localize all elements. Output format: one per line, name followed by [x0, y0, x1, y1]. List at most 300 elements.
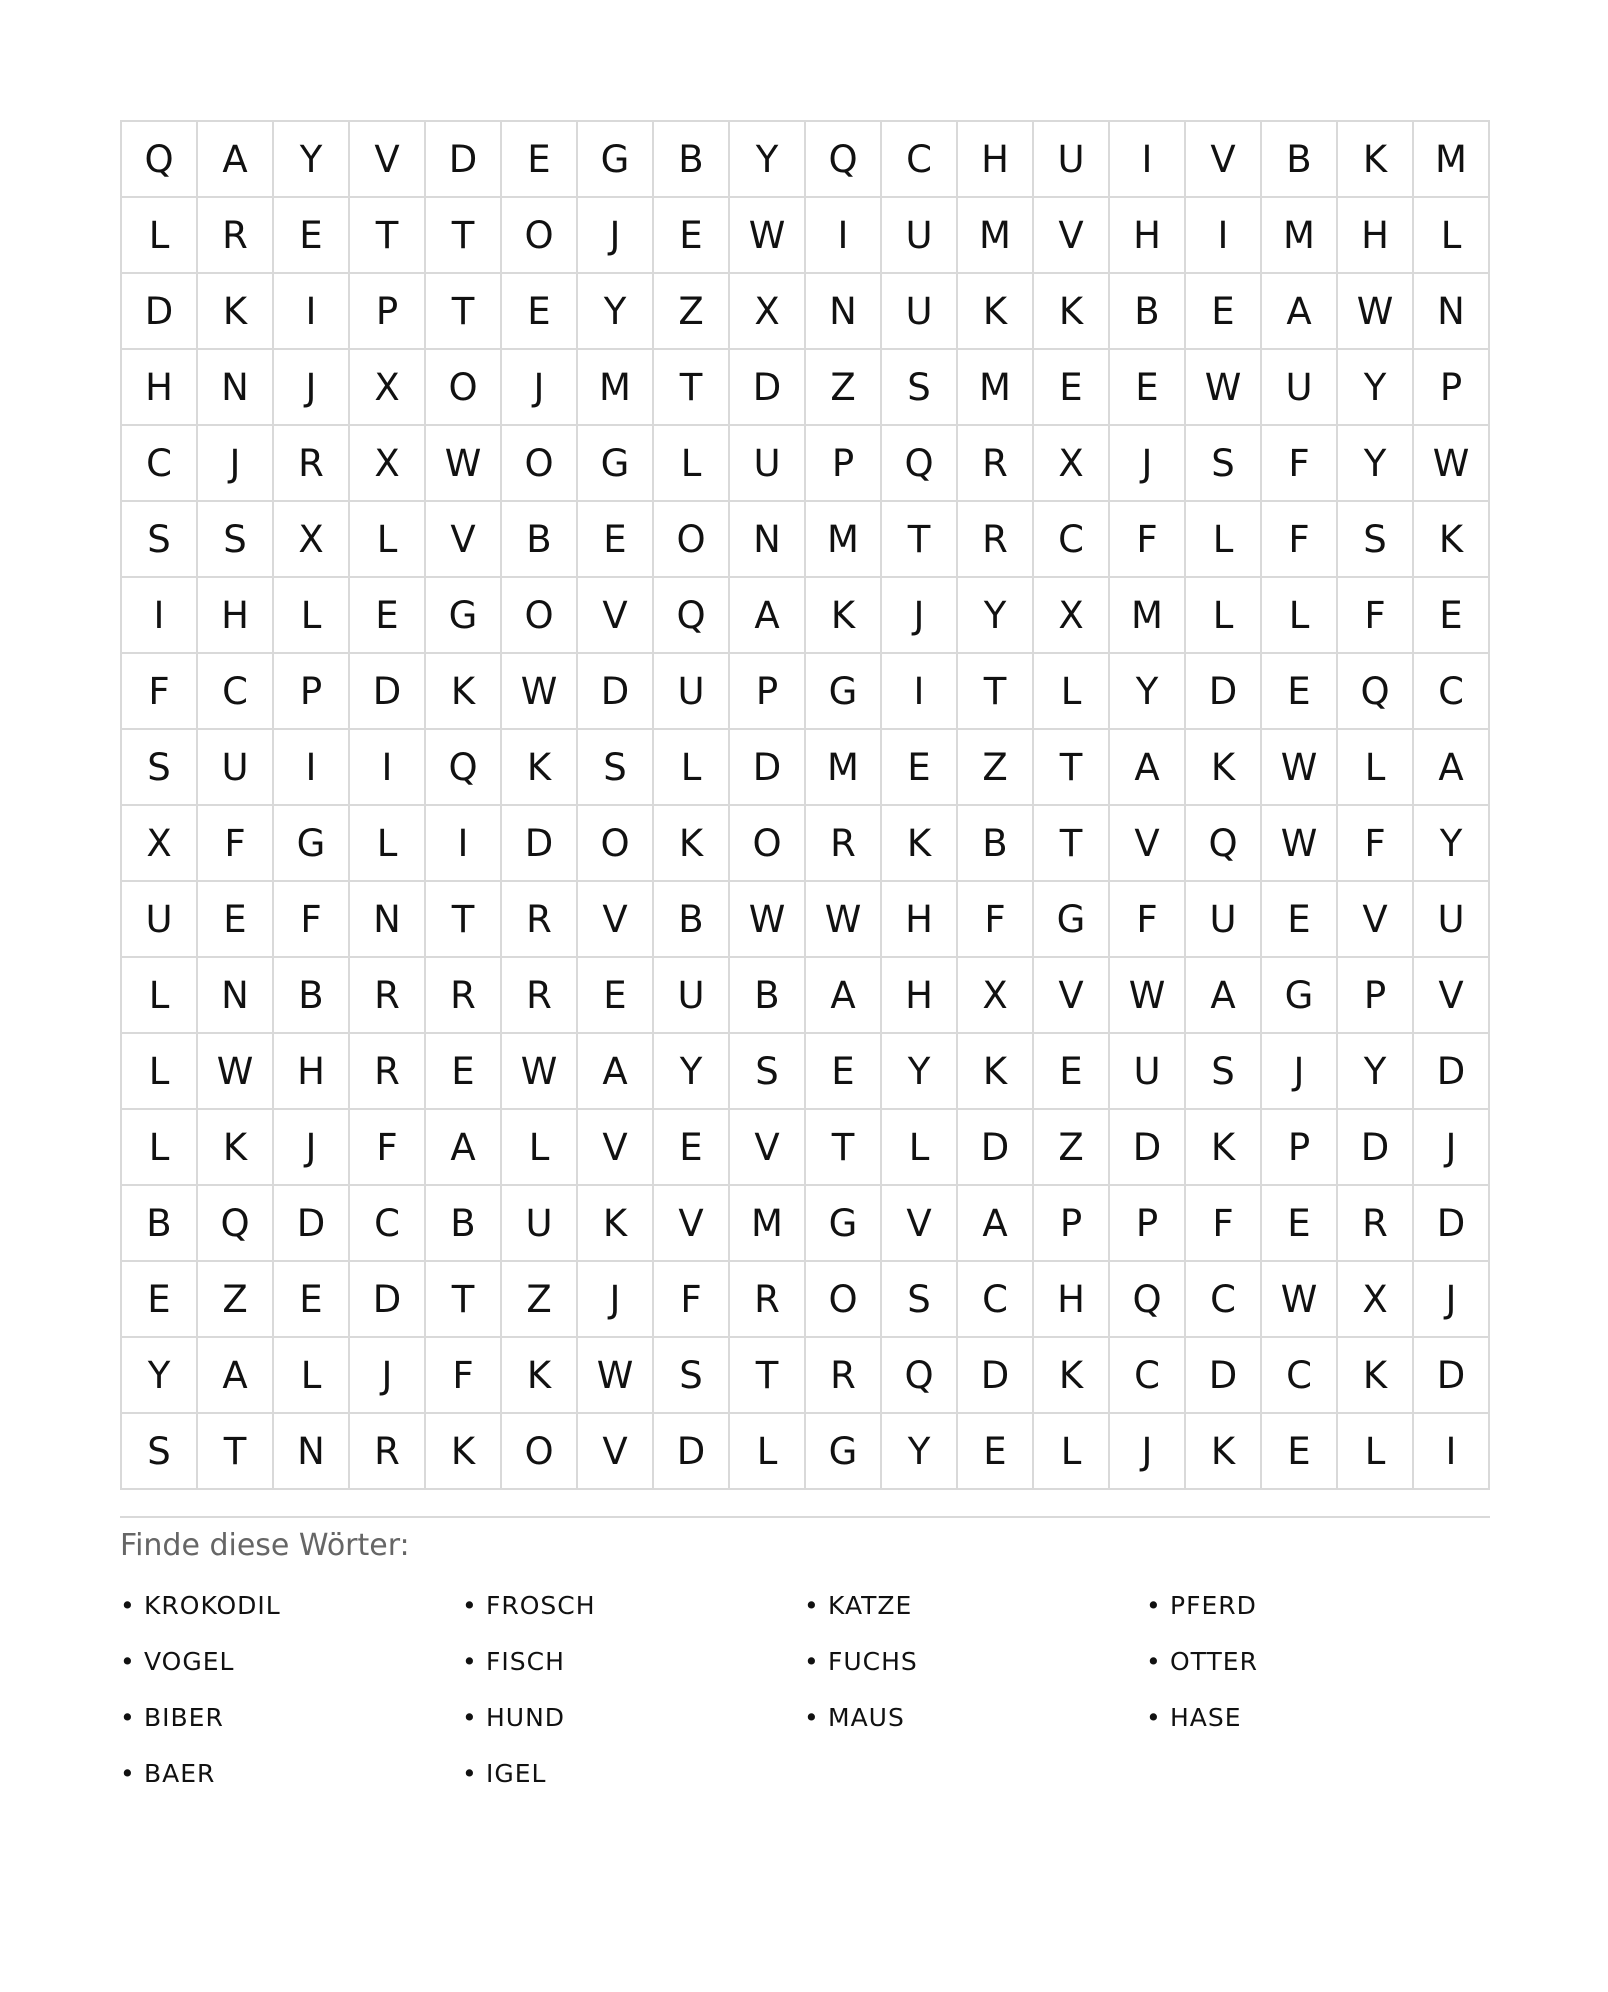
grid-cell[interactable]: G: [578, 426, 654, 502]
grid-cell[interactable]: W: [1262, 730, 1338, 806]
grid-cell[interactable]: V: [1414, 958, 1490, 1034]
grid-cell[interactable]: F: [1186, 1186, 1262, 1262]
grid-cell[interactable]: U: [1186, 882, 1262, 958]
grid-cell[interactable]: W: [730, 882, 806, 958]
grid-cell[interactable]: O: [578, 806, 654, 882]
grid-cell[interactable]: R: [426, 958, 502, 1034]
grid-cell[interactable]: Q: [122, 122, 198, 198]
grid-cell[interactable]: L: [350, 502, 426, 578]
grid-cell[interactable]: C: [882, 122, 958, 198]
grid-cell[interactable]: Q: [806, 122, 882, 198]
grid-cell[interactable]: W: [1414, 426, 1490, 502]
grid-cell[interactable]: B: [1110, 274, 1186, 350]
grid-cell[interactable]: I: [122, 578, 198, 654]
grid-cell[interactable]: V: [730, 1110, 806, 1186]
grid-cell[interactable]: K: [426, 1414, 502, 1490]
grid-cell[interactable]: A: [198, 122, 274, 198]
grid-cell[interactable]: D: [1414, 1338, 1490, 1414]
grid-cell[interactable]: Y: [1338, 350, 1414, 426]
grid-cell[interactable]: J: [274, 350, 350, 426]
grid-cell[interactable]: L: [122, 198, 198, 274]
grid-cell[interactable]: S: [882, 1262, 958, 1338]
grid-cell[interactable]: F: [1262, 502, 1338, 578]
grid-cell[interactable]: C: [958, 1262, 1034, 1338]
grid-cell[interactable]: N: [806, 274, 882, 350]
grid-cell[interactable]: R: [730, 1262, 806, 1338]
grid-cell[interactable]: T: [426, 198, 502, 274]
grid-cell[interactable]: G: [1262, 958, 1338, 1034]
grid-cell[interactable]: E: [1186, 274, 1262, 350]
grid-cell[interactable]: N: [198, 958, 274, 1034]
grid-cell[interactable]: L: [122, 1110, 198, 1186]
grid-cell[interactable]: Q: [426, 730, 502, 806]
grid-cell[interactable]: W: [502, 654, 578, 730]
grid-cell[interactable]: K: [1186, 730, 1262, 806]
grid-cell[interactable]: S: [1186, 1034, 1262, 1110]
grid-cell[interactable]: C: [122, 426, 198, 502]
grid-cell[interactable]: P: [1034, 1186, 1110, 1262]
grid-cell[interactable]: H: [1338, 198, 1414, 274]
grid-cell[interactable]: J: [1110, 426, 1186, 502]
grid-cell[interactable]: W: [1186, 350, 1262, 426]
grid-cell[interactable]: D: [122, 274, 198, 350]
grid-cell[interactable]: L: [1338, 1414, 1414, 1490]
grid-cell[interactable]: Q: [882, 426, 958, 502]
grid-cell[interactable]: Z: [1034, 1110, 1110, 1186]
grid-cell[interactable]: T: [198, 1414, 274, 1490]
grid-cell[interactable]: A: [958, 1186, 1034, 1262]
grid-cell[interactable]: V: [1338, 882, 1414, 958]
grid-cell[interactable]: E: [1262, 1186, 1338, 1262]
grid-cell[interactable]: E: [502, 122, 578, 198]
grid-cell[interactable]: D: [502, 806, 578, 882]
grid-cell[interactable]: L: [1034, 654, 1110, 730]
grid-cell[interactable]: X: [122, 806, 198, 882]
grid-cell[interactable]: M: [806, 730, 882, 806]
grid-cell[interactable]: M: [958, 350, 1034, 426]
grid-cell[interactable]: B: [654, 122, 730, 198]
grid-cell[interactable]: G: [578, 122, 654, 198]
grid-cell[interactable]: D: [350, 1262, 426, 1338]
grid-cell[interactable]: U: [1110, 1034, 1186, 1110]
grid-cell[interactable]: L: [654, 730, 730, 806]
grid-cell[interactable]: L: [350, 806, 426, 882]
grid-cell[interactable]: A: [1110, 730, 1186, 806]
grid-cell[interactable]: T: [350, 198, 426, 274]
grid-cell[interactable]: M: [958, 198, 1034, 274]
grid-cell[interactable]: J: [1414, 1110, 1490, 1186]
grid-cell[interactable]: D: [426, 122, 502, 198]
grid-cell[interactable]: D: [654, 1414, 730, 1490]
grid-cell[interactable]: V: [350, 122, 426, 198]
grid-cell[interactable]: T: [958, 654, 1034, 730]
grid-cell[interactable]: U: [502, 1186, 578, 1262]
grid-cell[interactable]: Y: [122, 1338, 198, 1414]
grid-cell[interactable]: I: [882, 654, 958, 730]
grid-cell[interactable]: J: [350, 1338, 426, 1414]
grid-cell[interactable]: L: [274, 578, 350, 654]
grid-cell[interactable]: H: [122, 350, 198, 426]
grid-cell[interactable]: F: [350, 1110, 426, 1186]
grid-cell[interactable]: F: [1262, 426, 1338, 502]
grid-cell[interactable]: F: [1338, 806, 1414, 882]
grid-cell[interactable]: P: [350, 274, 426, 350]
grid-cell[interactable]: S: [578, 730, 654, 806]
grid-cell[interactable]: N: [274, 1414, 350, 1490]
grid-cell[interactable]: E: [198, 882, 274, 958]
grid-cell[interactable]: E: [350, 578, 426, 654]
grid-cell[interactable]: K: [198, 1110, 274, 1186]
grid-cell[interactable]: A: [1262, 274, 1338, 350]
grid-cell[interactable]: E: [882, 730, 958, 806]
grid-cell[interactable]: V: [1110, 806, 1186, 882]
grid-cell[interactable]: K: [654, 806, 730, 882]
grid-cell[interactable]: U: [122, 882, 198, 958]
grid-cell[interactable]: K: [1186, 1110, 1262, 1186]
grid-cell[interactable]: K: [958, 1034, 1034, 1110]
grid-cell[interactable]: L: [122, 958, 198, 1034]
grid-cell[interactable]: T: [426, 1262, 502, 1338]
grid-cell[interactable]: A: [578, 1034, 654, 1110]
grid-cell[interactable]: E: [958, 1414, 1034, 1490]
grid-cell[interactable]: F: [654, 1262, 730, 1338]
grid-cell[interactable]: U: [1414, 882, 1490, 958]
grid-cell[interactable]: D: [578, 654, 654, 730]
grid-cell[interactable]: R: [350, 958, 426, 1034]
grid-cell[interactable]: W: [426, 426, 502, 502]
grid-cell[interactable]: Y: [882, 1034, 958, 1110]
grid-cell[interactable]: D: [1186, 654, 1262, 730]
grid-cell[interactable]: R: [502, 882, 578, 958]
grid-cell[interactable]: H: [274, 1034, 350, 1110]
grid-cell[interactable]: O: [502, 198, 578, 274]
grid-cell[interactable]: E: [1262, 1414, 1338, 1490]
grid-cell[interactable]: L: [654, 426, 730, 502]
grid-cell[interactable]: D: [730, 350, 806, 426]
grid-cell[interactable]: S: [122, 730, 198, 806]
grid-cell[interactable]: H: [1034, 1262, 1110, 1338]
grid-cell[interactable]: A: [1414, 730, 1490, 806]
grid-cell[interactable]: G: [806, 1186, 882, 1262]
grid-cell[interactable]: U: [882, 198, 958, 274]
grid-cell[interactable]: H: [882, 958, 958, 1034]
grid-cell[interactable]: L: [882, 1110, 958, 1186]
grid-cell[interactable]: E: [1034, 350, 1110, 426]
grid-cell[interactable]: Y: [882, 1414, 958, 1490]
grid-cell[interactable]: V: [1186, 122, 1262, 198]
grid-cell[interactable]: I: [274, 274, 350, 350]
grid-cell[interactable]: I: [274, 730, 350, 806]
grid-cell[interactable]: X: [958, 958, 1034, 1034]
grid-cell[interactable]: D: [958, 1338, 1034, 1414]
grid-cell[interactable]: A: [198, 1338, 274, 1414]
grid-cell[interactable]: K: [1338, 1338, 1414, 1414]
grid-cell[interactable]: K: [1414, 502, 1490, 578]
grid-cell[interactable]: P: [1110, 1186, 1186, 1262]
grid-cell[interactable]: L: [122, 1034, 198, 1110]
grid-cell[interactable]: G: [274, 806, 350, 882]
grid-cell[interactable]: C: [198, 654, 274, 730]
grid-cell[interactable]: D: [958, 1110, 1034, 1186]
grid-cell[interactable]: S: [1186, 426, 1262, 502]
grid-cell[interactable]: I: [1414, 1414, 1490, 1490]
grid-cell[interactable]: W: [502, 1034, 578, 1110]
grid-cell[interactable]: J: [1110, 1414, 1186, 1490]
grid-cell[interactable]: O: [426, 350, 502, 426]
grid-cell[interactable]: G: [806, 654, 882, 730]
grid-cell[interactable]: E: [654, 1110, 730, 1186]
grid-cell[interactable]: Y: [1338, 1034, 1414, 1110]
grid-cell[interactable]: V: [578, 882, 654, 958]
grid-cell[interactable]: U: [654, 654, 730, 730]
grid-cell[interactable]: S: [730, 1034, 806, 1110]
grid-cell[interactable]: F: [1110, 502, 1186, 578]
grid-cell[interactable]: J: [578, 1262, 654, 1338]
grid-cell[interactable]: H: [198, 578, 274, 654]
grid-cell[interactable]: W: [730, 198, 806, 274]
grid-cell[interactable]: K: [502, 730, 578, 806]
grid-cell[interactable]: E: [1414, 578, 1490, 654]
grid-cell[interactable]: X: [1034, 578, 1110, 654]
grid-cell[interactable]: A: [806, 958, 882, 1034]
grid-cell[interactable]: Z: [958, 730, 1034, 806]
grid-cell[interactable]: P: [1338, 958, 1414, 1034]
grid-cell[interactable]: P: [1262, 1110, 1338, 1186]
grid-cell[interactable]: Y: [958, 578, 1034, 654]
grid-cell[interactable]: I: [1110, 122, 1186, 198]
grid-cell[interactable]: W: [1262, 806, 1338, 882]
grid-cell[interactable]: F: [274, 882, 350, 958]
grid-cell[interactable]: E: [806, 1034, 882, 1110]
grid-cell[interactable]: S: [122, 1414, 198, 1490]
grid-cell[interactable]: E: [1110, 350, 1186, 426]
grid-cell[interactable]: E: [502, 274, 578, 350]
grid-cell[interactable]: L: [274, 1338, 350, 1414]
grid-cell[interactable]: Z: [198, 1262, 274, 1338]
grid-cell[interactable]: R: [350, 1414, 426, 1490]
grid-cell[interactable]: T: [1034, 806, 1110, 882]
grid-cell[interactable]: O: [730, 806, 806, 882]
grid-cell[interactable]: G: [806, 1414, 882, 1490]
grid-cell[interactable]: U: [1262, 350, 1338, 426]
grid-cell[interactable]: A: [730, 578, 806, 654]
grid-cell[interactable]: D: [1110, 1110, 1186, 1186]
grid-cell[interactable]: O: [502, 578, 578, 654]
grid-cell[interactable]: L: [1186, 578, 1262, 654]
grid-cell[interactable]: L: [1034, 1414, 1110, 1490]
grid-cell[interactable]: U: [882, 274, 958, 350]
grid-cell[interactable]: F: [1338, 578, 1414, 654]
grid-cell[interactable]: X: [1034, 426, 1110, 502]
grid-cell[interactable]: J: [198, 426, 274, 502]
grid-cell[interactable]: V: [654, 1186, 730, 1262]
grid-cell[interactable]: I: [806, 198, 882, 274]
grid-cell[interactable]: M: [730, 1186, 806, 1262]
grid-cell[interactable]: P: [274, 654, 350, 730]
grid-cell[interactable]: X: [350, 426, 426, 502]
grid-cell[interactable]: K: [1034, 274, 1110, 350]
grid-cell[interactable]: V: [426, 502, 502, 578]
grid-cell[interactable]: H: [958, 122, 1034, 198]
grid-cell[interactable]: E: [1034, 1034, 1110, 1110]
grid-cell[interactable]: E: [274, 1262, 350, 1338]
grid-cell[interactable]: K: [1338, 122, 1414, 198]
grid-cell[interactable]: X: [274, 502, 350, 578]
grid-cell[interactable]: Y: [578, 274, 654, 350]
grid-cell[interactable]: R: [806, 1338, 882, 1414]
grid-cell[interactable]: C: [350, 1186, 426, 1262]
grid-cell[interactable]: T: [882, 502, 958, 578]
grid-cell[interactable]: R: [806, 806, 882, 882]
grid-cell[interactable]: I: [350, 730, 426, 806]
grid-cell[interactable]: B: [502, 502, 578, 578]
grid-cell[interactable]: C: [1262, 1338, 1338, 1414]
grid-cell[interactable]: B: [122, 1186, 198, 1262]
grid-cell[interactable]: K: [426, 654, 502, 730]
grid-cell[interactable]: J: [502, 350, 578, 426]
grid-cell[interactable]: C: [1034, 502, 1110, 578]
grid-cell[interactable]: J: [274, 1110, 350, 1186]
grid-cell[interactable]: L: [502, 1110, 578, 1186]
grid-cell[interactable]: S: [1338, 502, 1414, 578]
grid-cell[interactable]: W: [1262, 1262, 1338, 1338]
grid-cell[interactable]: R: [198, 198, 274, 274]
grid-cell[interactable]: W: [806, 882, 882, 958]
grid-cell[interactable]: D: [1414, 1186, 1490, 1262]
grid-cell[interactable]: Z: [654, 274, 730, 350]
grid-cell[interactable]: U: [198, 730, 274, 806]
grid-cell[interactable]: D: [1186, 1338, 1262, 1414]
grid-cell[interactable]: V: [578, 1414, 654, 1490]
grid-cell[interactable]: Q: [882, 1338, 958, 1414]
grid-cell[interactable]: Q: [654, 578, 730, 654]
grid-cell[interactable]: T: [654, 350, 730, 426]
grid-cell[interactable]: R: [1338, 1186, 1414, 1262]
grid-cell[interactable]: U: [654, 958, 730, 1034]
grid-cell[interactable]: T: [730, 1338, 806, 1414]
grid-cell[interactable]: I: [426, 806, 502, 882]
grid-cell[interactable]: K: [1186, 1414, 1262, 1490]
grid-cell[interactable]: K: [1034, 1338, 1110, 1414]
grid-cell[interactable]: H: [882, 882, 958, 958]
grid-cell[interactable]: L: [1414, 198, 1490, 274]
grid-cell[interactable]: B: [958, 806, 1034, 882]
grid-cell[interactable]: E: [1262, 654, 1338, 730]
grid-cell[interactable]: Y: [654, 1034, 730, 1110]
grid-cell[interactable]: D: [274, 1186, 350, 1262]
grid-cell[interactable]: M: [1414, 122, 1490, 198]
grid-cell[interactable]: P: [1414, 350, 1490, 426]
grid-cell[interactable]: S: [198, 502, 274, 578]
grid-cell[interactable]: K: [958, 274, 1034, 350]
grid-cell[interactable]: K: [578, 1186, 654, 1262]
grid-cell[interactable]: M: [806, 502, 882, 578]
grid-cell[interactable]: T: [426, 274, 502, 350]
grid-cell[interactable]: R: [274, 426, 350, 502]
grid-cell[interactable]: K: [502, 1338, 578, 1414]
grid-cell[interactable]: J: [882, 578, 958, 654]
grid-cell[interactable]: G: [426, 578, 502, 654]
grid-cell[interactable]: Y: [274, 122, 350, 198]
grid-cell[interactable]: M: [1262, 198, 1338, 274]
grid-cell[interactable]: W: [1110, 958, 1186, 1034]
grid-cell[interactable]: R: [958, 502, 1034, 578]
grid-cell[interactable]: D: [1414, 1034, 1490, 1110]
grid-cell[interactable]: E: [578, 502, 654, 578]
grid-cell[interactable]: K: [806, 578, 882, 654]
grid-cell[interactable]: H: [1110, 198, 1186, 274]
grid-cell[interactable]: X: [730, 274, 806, 350]
grid-cell[interactable]: E: [578, 958, 654, 1034]
grid-cell[interactable]: V: [578, 578, 654, 654]
grid-cell[interactable]: O: [806, 1262, 882, 1338]
grid-cell[interactable]: J: [578, 198, 654, 274]
grid-cell[interactable]: Y: [1338, 426, 1414, 502]
grid-cell[interactable]: Z: [502, 1262, 578, 1338]
grid-cell[interactable]: V: [882, 1186, 958, 1262]
grid-cell[interactable]: Y: [730, 122, 806, 198]
grid-cell[interactable]: P: [730, 654, 806, 730]
grid-cell[interactable]: N: [730, 502, 806, 578]
grid-cell[interactable]: F: [426, 1338, 502, 1414]
grid-cell[interactable]: C: [1186, 1262, 1262, 1338]
grid-cell[interactable]: L: [730, 1414, 806, 1490]
grid-cell[interactable]: Z: [806, 350, 882, 426]
grid-cell[interactable]: E: [274, 198, 350, 274]
grid-cell[interactable]: Q: [198, 1186, 274, 1262]
grid-cell[interactable]: D: [730, 730, 806, 806]
grid-cell[interactable]: Q: [1338, 654, 1414, 730]
grid-cell[interactable]: S: [654, 1338, 730, 1414]
grid-cell[interactable]: V: [578, 1110, 654, 1186]
grid-cell[interactable]: J: [1414, 1262, 1490, 1338]
grid-cell[interactable]: K: [198, 274, 274, 350]
grid-cell[interactable]: V: [1034, 958, 1110, 1034]
grid-cell[interactable]: F: [198, 806, 274, 882]
grid-cell[interactable]: B: [426, 1186, 502, 1262]
grid-cell[interactable]: R: [958, 426, 1034, 502]
grid-cell[interactable]: V: [1034, 198, 1110, 274]
grid-cell[interactable]: F: [122, 654, 198, 730]
grid-cell[interactable]: E: [654, 198, 730, 274]
grid-cell[interactable]: E: [1262, 882, 1338, 958]
grid-cell[interactable]: S: [122, 502, 198, 578]
grid-cell[interactable]: D: [1338, 1110, 1414, 1186]
grid-cell[interactable]: Y: [1414, 806, 1490, 882]
grid-cell[interactable]: T: [806, 1110, 882, 1186]
grid-cell[interactable]: D: [350, 654, 426, 730]
grid-cell[interactable]: F: [1110, 882, 1186, 958]
grid-cell[interactable]: K: [882, 806, 958, 882]
grid-cell[interactable]: B: [1262, 122, 1338, 198]
grid-cell[interactable]: W: [1338, 274, 1414, 350]
grid-cell[interactable]: X: [350, 350, 426, 426]
grid-cell[interactable]: I: [1186, 198, 1262, 274]
grid-cell[interactable]: R: [350, 1034, 426, 1110]
grid-cell[interactable]: W: [198, 1034, 274, 1110]
grid-cell[interactable]: Q: [1110, 1262, 1186, 1338]
grid-cell[interactable]: C: [1110, 1338, 1186, 1414]
grid-cell[interactable]: Q: [1186, 806, 1262, 882]
grid-cell[interactable]: O: [502, 1414, 578, 1490]
grid-cell[interactable]: A: [426, 1110, 502, 1186]
grid-cell[interactable]: N: [350, 882, 426, 958]
grid-cell[interactable]: L: [1338, 730, 1414, 806]
grid-cell[interactable]: T: [1034, 730, 1110, 806]
grid-cell[interactable]: A: [1186, 958, 1262, 1034]
grid-cell[interactable]: N: [1414, 274, 1490, 350]
grid-cell[interactable]: Y: [1110, 654, 1186, 730]
